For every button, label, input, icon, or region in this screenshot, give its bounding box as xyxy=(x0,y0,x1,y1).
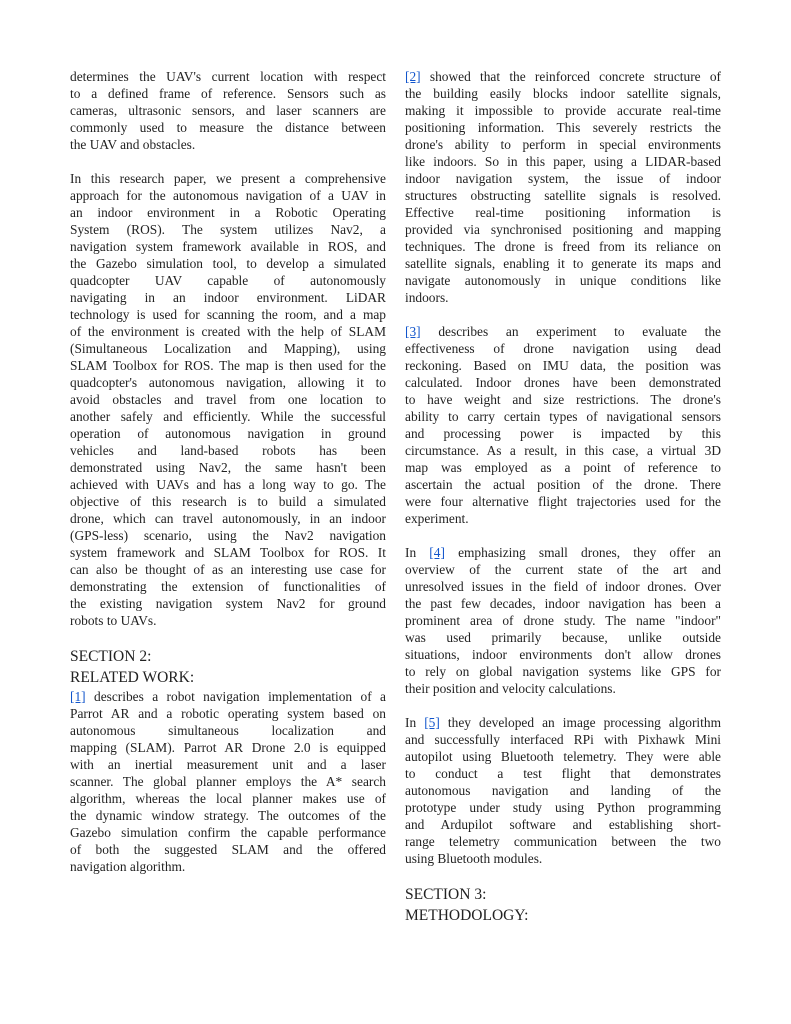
text-line: technology is used for scanning the room, and a map xyxy=(70,307,386,322)
section-heading xyxy=(70,646,386,688)
text-line xyxy=(405,68,721,85)
text-line: autopilot using Bluetooth telemetry. They were able xyxy=(405,749,721,764)
text-line: to a defined frame of reference. Sensors such as xyxy=(70,86,386,101)
text-line: positioning information. This severely restricts the xyxy=(405,120,721,135)
text-line: System (ROS). The system utilizes Nav2, a xyxy=(70,222,386,237)
text-span: In xyxy=(405,545,430,560)
text-line: overview of the current state of the art and xyxy=(405,562,721,577)
text-line: Gazebo simulation confirm the capable performance xyxy=(70,825,386,840)
text-line: system framework and SLAM Toolbox for ROS. It xyxy=(70,545,386,560)
text-line: like indoors. So in this paper, using a LIDAR-based xyxy=(405,154,721,169)
text-line: can also be thought of as an interesting use case for xyxy=(70,562,386,577)
text-line: drone, which can travel autonomously, in an indoor xyxy=(70,511,386,526)
paragraph xyxy=(405,544,721,697)
text-line: techniques. The drone is freed from its reliance on xyxy=(405,239,721,254)
text-line: to conduct a test flight that demonstrates xyxy=(405,766,721,781)
text-line: and processing power is impacted by this xyxy=(405,426,721,441)
text-line: cameras, ultrasonic sensors, and laser scanners are xyxy=(70,103,386,118)
text-span: emphasizing small drones, they offer an xyxy=(444,545,721,560)
text-span: In xyxy=(405,715,425,730)
text-span: showed that the reinforced concrete structure of xyxy=(420,69,721,84)
text-line: navigating in an indoor environment. LiDAR xyxy=(70,290,386,305)
paragraph xyxy=(405,323,721,527)
text-line: map was employed as a point of reference to xyxy=(405,460,721,475)
text-line: approach for the autonomous navigation of a UAV in xyxy=(70,188,386,203)
text-line: the dynamic window strategy. The outcomes of the xyxy=(70,808,386,823)
text-line: vehicles and land-based robots has been xyxy=(70,443,386,458)
text-line: prototype under study using Python programming xyxy=(405,800,721,815)
text-line: unresolved issues in the field of indoor drones. Over xyxy=(405,579,721,594)
text-line: Parrot AR and a robotic operating system based on xyxy=(70,706,386,721)
text-line: demonstrating the extension of functionalities of xyxy=(70,579,386,594)
text-line: range telemetry communication between the two xyxy=(405,834,721,849)
citation-link[interactable]: [2] xyxy=(405,69,421,84)
citation-link[interactable]: [1] xyxy=(70,689,86,704)
text-line: to rely on global navigation systems like GPS for xyxy=(405,664,721,679)
text-line xyxy=(70,688,386,705)
text-span: describes an experiment to evaluate the xyxy=(420,324,721,339)
text-line: navigation system framework available in ROS, and xyxy=(70,239,386,254)
section-heading xyxy=(405,884,721,926)
text-line: the building easily blocks indoor satellite signals, xyxy=(405,86,721,101)
text-line: of the environment is created with the help of SLAM xyxy=(70,324,386,339)
text-line: was used primarily because, unlike outside xyxy=(405,630,721,645)
text-line: achieved with UAVs and has a long way to go. The xyxy=(70,477,386,492)
text-line: mapping (SLAM). Parrot AR Drone 2.0 is equipped xyxy=(70,740,386,755)
citation-link[interactable]: [5] xyxy=(424,715,440,730)
text-line: situations, indoor environments don't allow drones xyxy=(405,647,721,662)
heading-line: METHODOLOGY: xyxy=(405,907,529,924)
text-line: an indoor environment in a Robotic Operating xyxy=(70,205,386,220)
text-line: were four alternative flight trajectories used for the xyxy=(405,494,721,509)
citation-link[interactable]: [3] xyxy=(405,324,421,339)
text-line xyxy=(405,544,721,561)
text-line: making it impossible to provide accurate real-time xyxy=(405,103,721,118)
text-line: the existing navigation system Nav2 for ground xyxy=(70,596,386,611)
text-line: (Simultaneous Localization and Mapping), using xyxy=(70,341,386,356)
text-line: circumstance. As a result, in this case, a virtual 3D xyxy=(405,443,721,458)
text-line: (GPS-less) scenario, using the Nav2 navigation xyxy=(70,528,386,543)
text-span: they developed an image processing algorithm xyxy=(439,715,721,730)
text-line: structures obstructing satellite signals is resolved. xyxy=(405,188,721,203)
text-line: objective of this research is to build a simulated xyxy=(70,494,386,509)
text-line: reckoning. Based on IMU data, the position was xyxy=(405,358,721,373)
text-line: avoid obstacles and travel from one location to xyxy=(70,392,386,407)
text-line: autonomous simultaneous localization and xyxy=(70,723,386,738)
text-line: provided via synchronised positioning and mapping xyxy=(405,222,721,237)
heading-line: SECTION 3: xyxy=(405,886,487,903)
left-column xyxy=(70,68,386,892)
text-line xyxy=(405,323,721,340)
text-line: another safely and efficiently. While the successful xyxy=(70,409,386,424)
paragraph xyxy=(405,714,721,867)
text-line: In this research paper, we present a comprehensive xyxy=(70,171,386,186)
text-line: robots to UAVs. xyxy=(70,613,157,628)
text-line: effectiveness of drone navigation using dead xyxy=(405,341,721,356)
text-line: determines the UAV's current location with respect xyxy=(70,69,386,84)
citation-link[interactable]: [4] xyxy=(429,545,445,560)
text-line: ascertain the actual position of the drone. There xyxy=(405,477,721,492)
text-line: operation of autonomous navigation in ground xyxy=(70,426,386,441)
text-line: navigation algorithm. xyxy=(70,859,186,874)
text-line xyxy=(405,714,721,731)
text-line: satellite signals, enabling it to generate its maps and xyxy=(405,256,721,271)
text-line: the past few decades, indoor navigation has been a xyxy=(405,596,721,611)
text-line: Effective real-time positioning information is xyxy=(405,205,721,220)
text-line: their position and velocity calculations. xyxy=(405,681,616,696)
text-line: demonstrated using Nav2, the same hasn't been xyxy=(70,460,386,475)
text-line: algorithm, whereas the local planner makes use of xyxy=(70,791,386,806)
text-line: SLAM Toolbox for ROS. The map is then used for the xyxy=(70,358,386,373)
text-line: experiment. xyxy=(405,511,469,526)
paragraph xyxy=(70,170,386,629)
text-line: using Bluetooth modules. xyxy=(405,851,543,866)
text-line: with an inertial measurement unit and a laser xyxy=(70,757,386,772)
text-line: indoor navigation system, the issue of indoor xyxy=(405,171,721,186)
text-line: scanner. The global planner employs the A* search xyxy=(70,774,386,789)
paragraph xyxy=(70,688,386,875)
text-line: to have weight and size restrictions. The drone's xyxy=(405,392,721,407)
text-line: of both the suggested SLAM and the offered xyxy=(70,842,386,857)
text-line: ability to carry certain types of navigational sensors xyxy=(405,409,721,424)
right-column xyxy=(405,68,721,926)
heading-line: RELATED WORK: xyxy=(70,669,195,686)
text-line: quadcopter UAV capable of autonomously xyxy=(70,273,386,288)
paragraph xyxy=(405,68,721,306)
text-line: commonly used to measure the distance between xyxy=(70,120,386,135)
text-line: navigate autonomously in unique conditions like xyxy=(405,273,721,288)
text-line: indoors. xyxy=(405,290,449,305)
text-line: autonomous navigation and landing of the xyxy=(405,783,721,798)
text-line: and successfully interfaced RPi with Pixhawk Mini xyxy=(405,732,721,747)
text-line: prominent area of drone study. The name "indoor" xyxy=(405,613,721,628)
text-line: drone's ability to perform in special environments xyxy=(405,137,721,152)
text-line: quadcopter's autonomous navigation, allowing it to xyxy=(70,375,386,390)
text-line: the Gazebo simulation tool, to develop a simulated xyxy=(70,256,386,271)
text-line: calculated. Indoor drones have been demonstrated xyxy=(405,375,721,390)
heading-line: SECTION 2: xyxy=(70,648,152,665)
text-span: describes a robot navigation implementation of a xyxy=(85,689,386,704)
paragraph xyxy=(70,68,386,153)
text-line: and Ardupilot software and establishing short- xyxy=(405,817,721,832)
text-line: the UAV and obstacles. xyxy=(70,137,196,152)
